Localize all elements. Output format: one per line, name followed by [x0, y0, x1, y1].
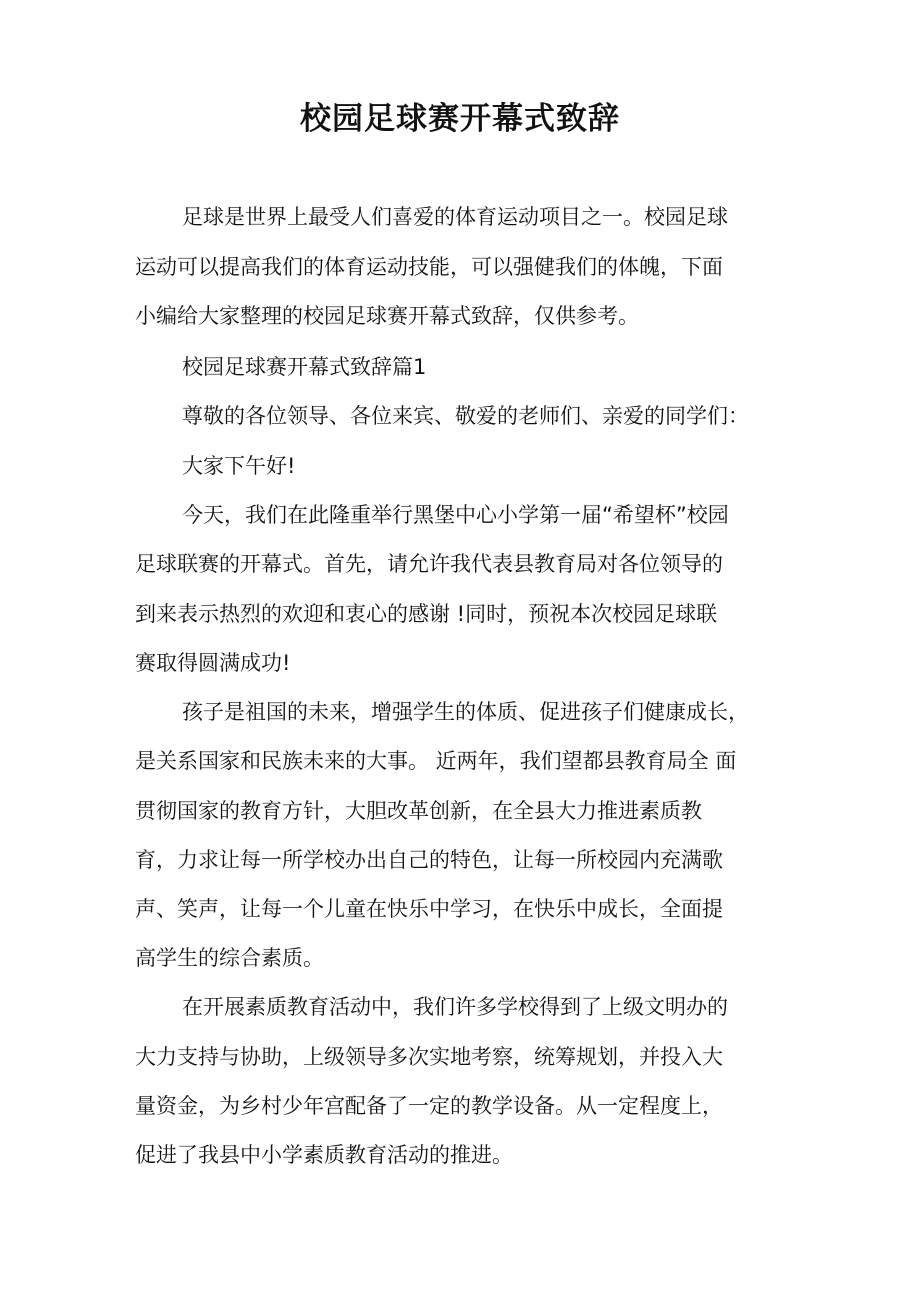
text-line: 运动可以提高我们的体育运动技能，可以强健我们的体魄，下面	[135, 255, 723, 279]
text-line: 在开展素质教育活动中，我们许多学校得到了上级文明办的	[182, 995, 728, 1019]
section-heading: 校园足球赛开幕式致辞篇1	[182, 355, 427, 379]
text-line: 高学生的综合素质。	[135, 946, 324, 970]
text-line: 大家下午好!	[182, 454, 296, 478]
text-line: 声、笑声，让每一个儿童在快乐中学习，在快乐中成长，全面提	[135, 897, 723, 921]
text-line: 小编给大家整理的校园足球赛开幕式致辞，仅供参考。	[135, 304, 639, 328]
document-title: 校园足球赛开幕式致辞	[300, 101, 620, 137]
text-line: 促进了我县中小学素质教育活动的推进。	[135, 1143, 513, 1167]
text-line: 今天，我们在此隆重举行黑堡中心小学第一届“希望杯”校园	[182, 503, 729, 527]
text-line: 孩子是祖国的未来，增强学生的体质、促进孩子们健康成长，	[182, 700, 749, 724]
text-line: 大力支持与协助，上级领导多次实地考察，统筹规划，并投入大	[135, 1045, 723, 1069]
text-line: 足球是世界上最受人们喜爱的体育运动项目之一。校园足球	[182, 205, 728, 229]
text-line: 足球联赛的开幕式。首先，请允许我代表县教育局对各位领导的	[135, 552, 723, 576]
text-line: 量资金，为乡村少年宫配备了一定的教学设备。从一定程度上，	[135, 1094, 723, 1118]
text-line: 贯彻国家的教育方针，大胆改革创新，在全县大力推进素质教	[135, 799, 702, 823]
text-line: 是关系国家和民族未来的大事。 近两年，我们望都县教育局全 面	[135, 749, 737, 773]
text-line: 赛取得圆满成功!	[135, 651, 291, 675]
text-line: 到来表示热烈的欢迎和衷心的感谢 !同时，预祝本次校园足球联	[135, 602, 718, 626]
text-line: 尊敬的各位领导、各位来宾、敬爱的老师们、亲爱的同学们：	[182, 404, 749, 428]
text-line: 育，力求让每一所学校办出自己的特色，让每一所校园内充满歌	[135, 848, 723, 872]
